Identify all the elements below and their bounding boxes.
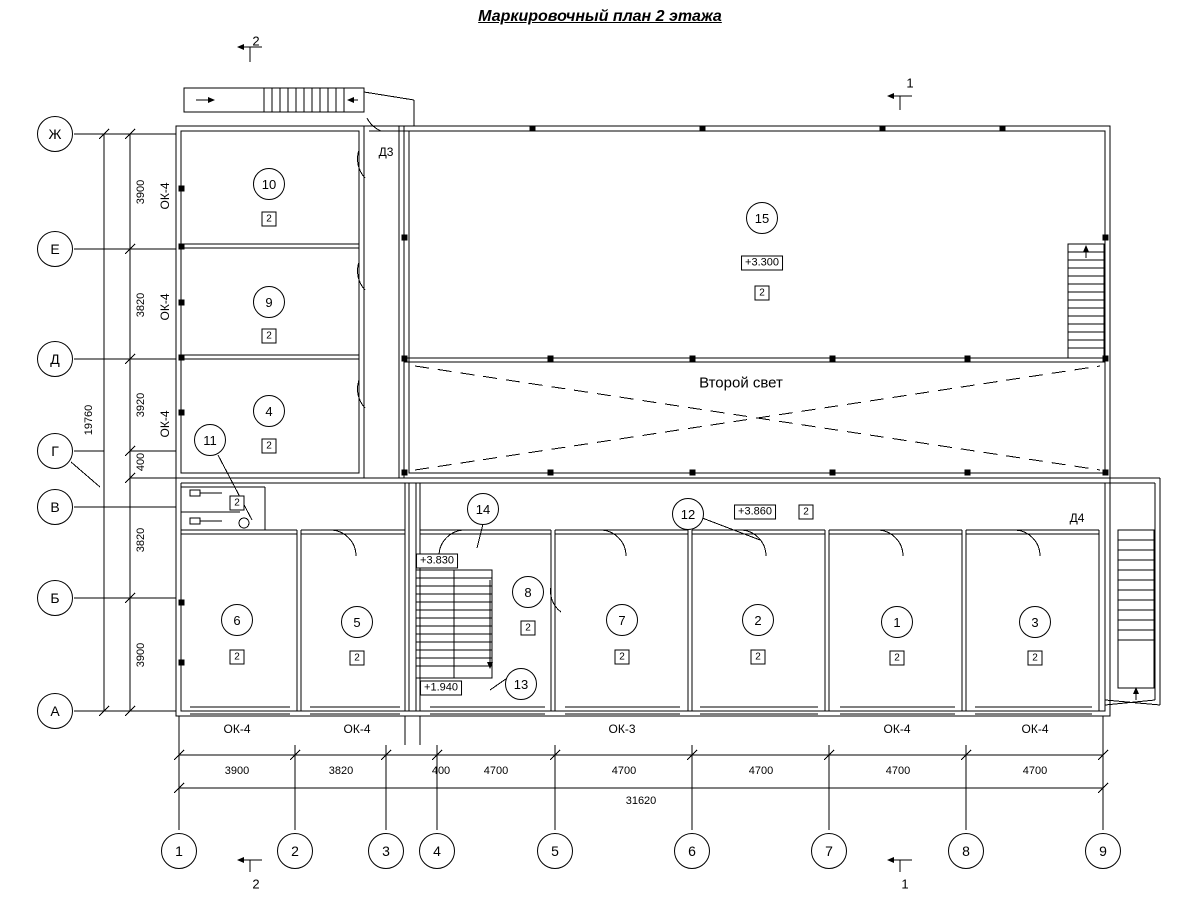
room-number: 14 bbox=[467, 493, 499, 525]
dimension-bottom: 4700 bbox=[1022, 765, 1048, 777]
axis-bubble-5: 5 bbox=[537, 833, 573, 869]
room-number: 6 bbox=[221, 604, 253, 636]
dimension-bottom: 4700 bbox=[483, 765, 509, 777]
level-mark: +3.300 bbox=[741, 256, 783, 271]
room-tag: 2 bbox=[521, 621, 536, 636]
room-tag: 2 bbox=[262, 329, 277, 344]
window-label-left: ОК-4 bbox=[158, 410, 172, 438]
room-number: 9 bbox=[253, 286, 285, 318]
room-tag: 2 bbox=[751, 650, 766, 665]
dimension-total-bottom: 31620 bbox=[625, 795, 657, 807]
dimension-bottom: 4700 bbox=[885, 765, 911, 777]
room-tag: 2 bbox=[230, 650, 245, 665]
room-tag: 2 bbox=[615, 650, 630, 665]
room-tag: 2 bbox=[230, 496, 245, 511]
window-label-bottom: ОК-4 bbox=[343, 722, 371, 736]
dimension-left: 3920 bbox=[135, 392, 147, 418]
room-number: 5 bbox=[341, 606, 373, 638]
dimension-bottom: 3820 bbox=[328, 765, 354, 777]
dimension-left: 3820 bbox=[135, 527, 147, 553]
level-mark: +3.860 bbox=[734, 505, 776, 520]
room-number: 3 bbox=[1019, 606, 1051, 638]
window-label-left: ОК-4 bbox=[158, 182, 172, 210]
room-number: 13 bbox=[505, 668, 537, 700]
room-tag: 2 bbox=[755, 286, 770, 301]
page-title: Маркировочный план 2 этажа bbox=[478, 8, 722, 25]
section-mark-top-1: 1 bbox=[906, 75, 914, 91]
room-tag: 2 bbox=[799, 505, 814, 520]
axis-bubble-g: Г bbox=[37, 433, 73, 469]
void-label: Второй свет bbox=[699, 374, 783, 392]
axis-bubble-b: Б bbox=[37, 580, 73, 616]
axis-bubble-8: 8 bbox=[948, 833, 984, 869]
dimension-bottom: 4700 bbox=[611, 765, 637, 777]
axis-bubble-d: Д bbox=[37, 341, 73, 377]
axis-bubble-1: 1 bbox=[161, 833, 197, 869]
room-number: 12 bbox=[672, 498, 704, 530]
dimension-bottom: 4700 bbox=[748, 765, 774, 777]
dimension-bottom: 3900 bbox=[224, 765, 250, 777]
dimension-left: 400 bbox=[135, 452, 147, 472]
room-number: 10 bbox=[253, 168, 285, 200]
level-mark: +1.940 bbox=[420, 681, 462, 696]
room-number: 2 bbox=[742, 604, 774, 636]
room-number: 8 bbox=[512, 576, 544, 608]
dimension-left: 3900 bbox=[135, 179, 147, 205]
room-number: 11 bbox=[194, 424, 226, 456]
section-mark-top-2: 2 bbox=[252, 33, 260, 49]
dimension-total-left: 19760 bbox=[83, 404, 95, 436]
axis-bubble-a: А bbox=[37, 693, 73, 729]
section-mark-bottom-2: 2 bbox=[252, 876, 260, 892]
window-label-bottom: ОК-3 bbox=[608, 722, 636, 736]
window-label-bottom: ОК-4 bbox=[1021, 722, 1049, 736]
level-mark: +3.830 bbox=[416, 554, 458, 569]
window-label-bottom: ОК-4 bbox=[223, 722, 251, 736]
room-tag: 2 bbox=[890, 651, 905, 666]
window-label-left: ОК-4 bbox=[158, 293, 172, 321]
dimension-left: 3900 bbox=[135, 642, 147, 668]
room-tag: 2 bbox=[262, 439, 277, 454]
axis-bubble-v: В bbox=[37, 489, 73, 525]
room-tag: 2 bbox=[350, 651, 365, 666]
door-label-d4: Д4 bbox=[1069, 511, 1085, 525]
axis-bubble-9: 9 bbox=[1085, 833, 1121, 869]
axis-bubble-4: 4 bbox=[419, 833, 455, 869]
axis-bubble-7: 7 bbox=[811, 833, 847, 869]
axis-bubble-3: 3 bbox=[368, 833, 404, 869]
room-number: 4 bbox=[253, 395, 285, 427]
section-mark-bottom-1: 1 bbox=[901, 876, 909, 892]
axis-bubble-e: Е bbox=[37, 231, 73, 267]
dimension-bottom: 400 bbox=[431, 765, 451, 777]
room-number: 1 bbox=[881, 606, 913, 638]
window-label-bottom: ОК-4 bbox=[883, 722, 911, 736]
dimension-left: 3820 bbox=[135, 292, 147, 318]
axis-bubble-2: 2 bbox=[277, 833, 313, 869]
door-label-d3: Д3 bbox=[378, 145, 394, 159]
axis-bubble-zh: Ж bbox=[37, 116, 73, 152]
room-tag: 2 bbox=[1028, 651, 1043, 666]
room-number: 15 bbox=[746, 202, 778, 234]
room-tag: 2 bbox=[262, 212, 277, 227]
room-number: 7 bbox=[606, 604, 638, 636]
axis-bubble-6: 6 bbox=[674, 833, 710, 869]
